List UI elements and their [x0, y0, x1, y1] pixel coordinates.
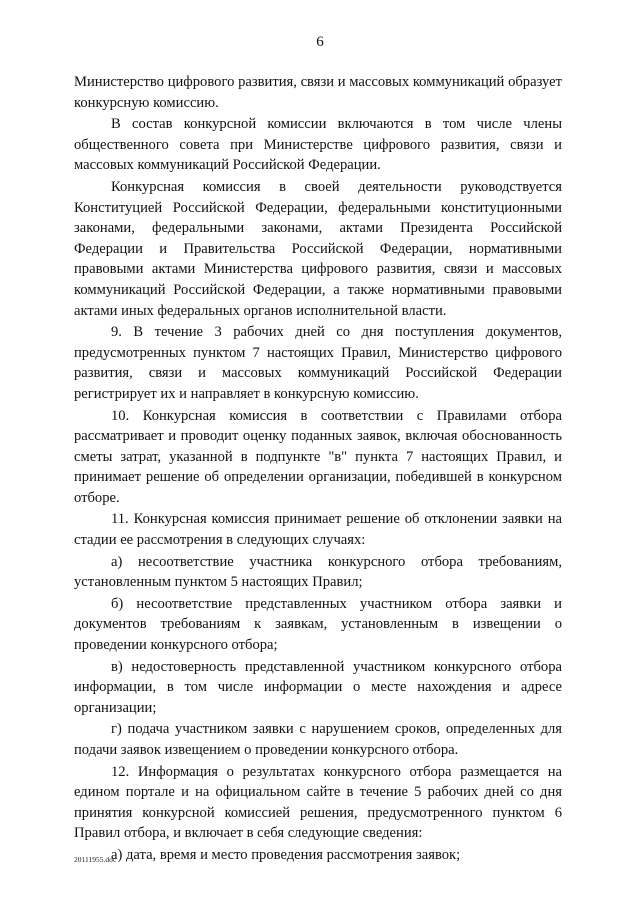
paragraph: 10. Конкурсная комиссия в соответствии с Правилами отбора рассматривает и проводит оценку поданных заявок, включая обоснованность сметы затрат, указанной в подпункте "в" пункта 7 настоящих Правил, и принимает решение об определении организации, победившей в конкурсном отборе.: [74, 407, 562, 506]
paragraph: 9. В течение 3 рабочих дней со дня поступления документов, предусмотренных пунктом 7 настоящих Правил, Министерство цифрового развития, связи и массовых коммуникаций Российской Федерации регистрирует их и направляет в конкурсную комиссию.: [74, 324, 562, 402]
paragraph: а) дата, время и место проведения рассмотрения заявок;: [111, 846, 461, 863]
paragraph: 12. Информация о результатах конкурсного отбора размещается на едином портале и на официальном сайте в течение 5 рабочих дней со дня принятия конкурсной комиссией решения, предусмотренного пунктом 6 Правил отбора, и включает в себя следующие сведения:: [74, 763, 562, 842]
footer-filename: 20111955.doc: [74, 855, 117, 864]
paragraph: Конкурсная комиссия в своей деятельности руководствуется Конституцией Российской Федерации, федеральными конституционными законами, федеральными законами, актами Президента Российской Федерации и Правительства Российской Федерации, нормативными правовыми актами Министерства цифрового развития, связи и массовых коммуникаций Российской Федерации, а также нормативными правовыми актами иных федеральных органов исполнительной власти.: [74, 178, 562, 319]
paragraph: В состав конкурсной комиссии включаются в том числе члены общественного совета при Министерстве цифрового развития, связи и массовых коммуникаций Российской Федерации.: [74, 116, 562, 174]
paragraph: в) недостоверность представленной участником конкурсного отбора информации, в том числе информации о месте нахождения и адресе организации;: [74, 658, 562, 716]
paragraph: б) несоответствие представленных участником отбора заявки и документов требованиям к заявкам, установленным в извещении о проведении конкурсного отбора;: [74, 595, 562, 654]
page-number: 6: [316, 34, 324, 50]
paragraph: г) подача участником заявки с нарушением сроков, определенных для подачи заявок извещением о проведении конкурсного отбора.: [74, 721, 562, 758]
paragraph: Министерство цифрового развития, связи и массовых коммуникаций образует конкурсную комиссию.: [74, 74, 562, 111]
paragraph: 11. Конкурсная комиссия принимает решение об отклонении заявки на стадии ее рассмотрения в следующих случаях:: [74, 511, 562, 549]
document-body: [74, 72, 562, 867]
paragraph: а) несоответствие участника конкурсного отбора требованиям, установленным пунктом 5 настоящих Правил;: [74, 553, 562, 591]
